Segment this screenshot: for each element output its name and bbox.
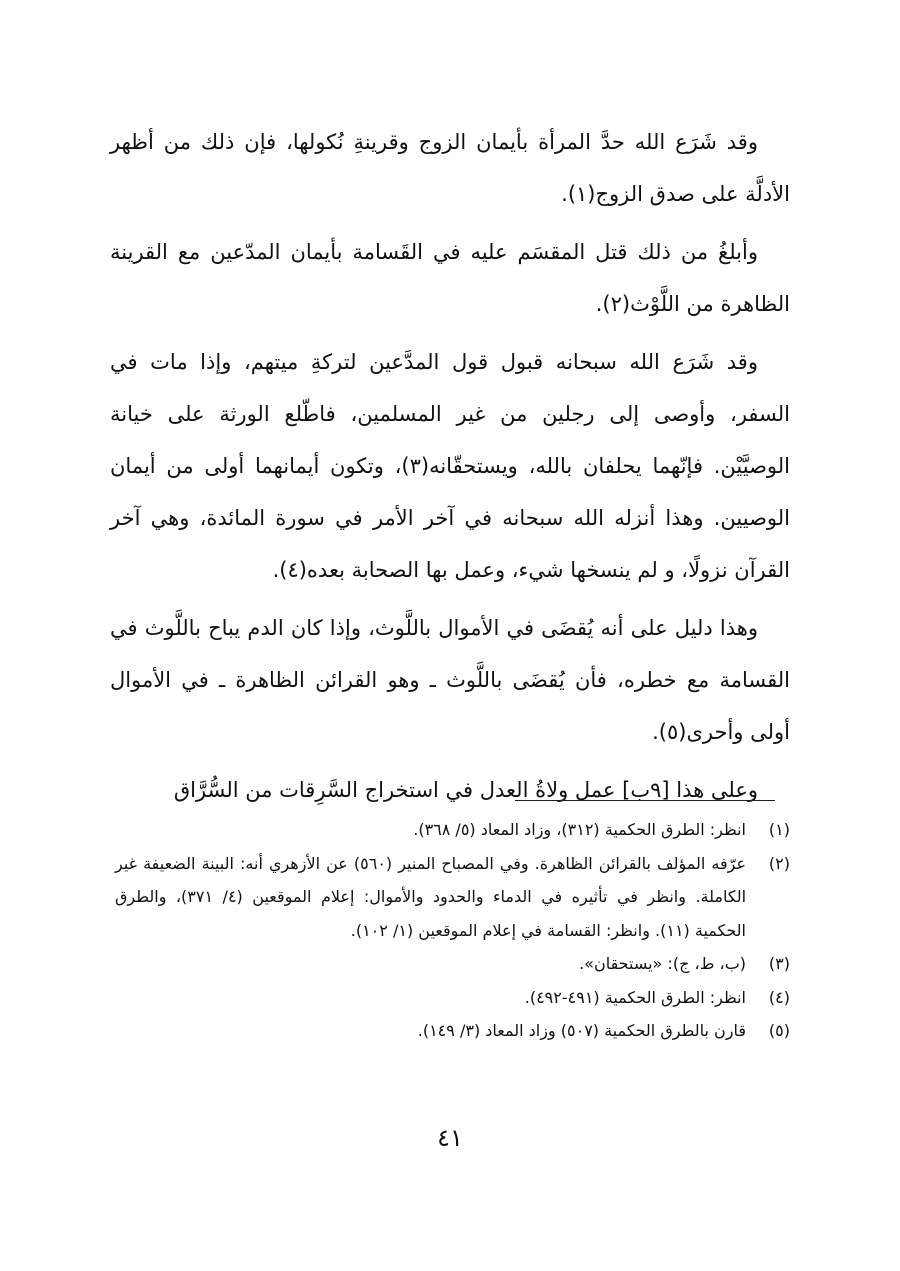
- paragraph: وهذا دليل على أنه يُقضَى في الأموال باللَّوث، وإذا كان الدم يباح باللَّوث في القسامة مع خطره، فأن يُقضَى باللَّوث ـ وهو القرائن الظاهرة ـ في الأموال أولى وأحرى(٥).: [110, 616, 790, 744]
- footnote-number: (٢): [768, 853, 790, 873]
- paragraph: وعلى هذا [٩ب] عمل ولاةُ العدل في استخراج السَّرِقات من السُّرَّاق: [173, 778, 758, 802]
- footnote-text: عرّفه المؤلف بالقرائن الظاهرة. وفي المصباح المنير (٥٦٠) عن الأزهري أنه: البينة الضعيفة غير الكاملة. وانظر في تأثيره في الدماء والحدود والأموال: إعلام الموقعين (٤/ ٣٧١)، والطرق الحكمية (١١). وانظر: القسامة في إعلام الموقعين (١/ ١٠٢).: [115, 853, 747, 940]
- footnote-text: انظر: الطرق الحكمية (٤٩١-٤٩٢).: [524, 987, 746, 1007]
- footnote: [115, 1014, 790, 1048]
- footnote-text: (ب، ط، ج): «يستحقان».: [579, 954, 746, 973]
- footnote: [115, 847, 790, 948]
- paragraph: وأبلغُ من ذلك قتل المقسَم عليه في القَسامة بأيمان المدّعين مع القرينة الظاهرة من اللَّوْث(٢).: [110, 240, 790, 316]
- footnote: [115, 981, 790, 1015]
- footnote-number: (٥): [768, 1021, 790, 1040]
- footnote-number: (١): [768, 820, 790, 839]
- footnote-text: قارن بالطرق الحكمية (٥٠٧) وزاد المعاد (٣/ ١٤٩).: [417, 1021, 746, 1040]
- main-text: [110, 116, 790, 822]
- footnote-text: انظر: الطرق الحكمية (٣١٢)، وزاد المعاد (٥/ ٣٦٨).: [413, 820, 746, 839]
- footnote-number: (٣): [768, 954, 790, 973]
- footnotes: [115, 813, 790, 1048]
- footnote: [115, 947, 790, 981]
- footnote-divider: [515, 800, 775, 801]
- page-number: ٤١: [437, 1124, 463, 1152]
- paragraph: وقد شَرَع الله سبحانه قبول قول المدَّعين لتركةِ ميتهم، وإذا مات في السفر، وأوصى إلى رجلين من غير المسلمين، فاطّلع الورثة على خيانة الوصيَّيْن. فإنّهما يحلفان بالله، ويستحقّانه(٣)، وتكون أيمانهما أولى من أيمان الوصيين. وهذا أنزله الله سبحانه في آخر الأمر في سورة المائدة، وهي آخر القرآن نزولًا، و لم ينسخها شيء، وعمل بها الصحابة بعده(٤).: [110, 350, 790, 582]
- paragraph: وقد شَرَع الله حدَّ المرأة بأيمان الزوج وقرينةِ نُكولها، فإن ذلك من أظهر الأدلَّة على صدق الزوج(١).: [110, 130, 790, 206]
- footnote: [115, 813, 790, 847]
- footnote-number: (٤): [768, 987, 790, 1007]
